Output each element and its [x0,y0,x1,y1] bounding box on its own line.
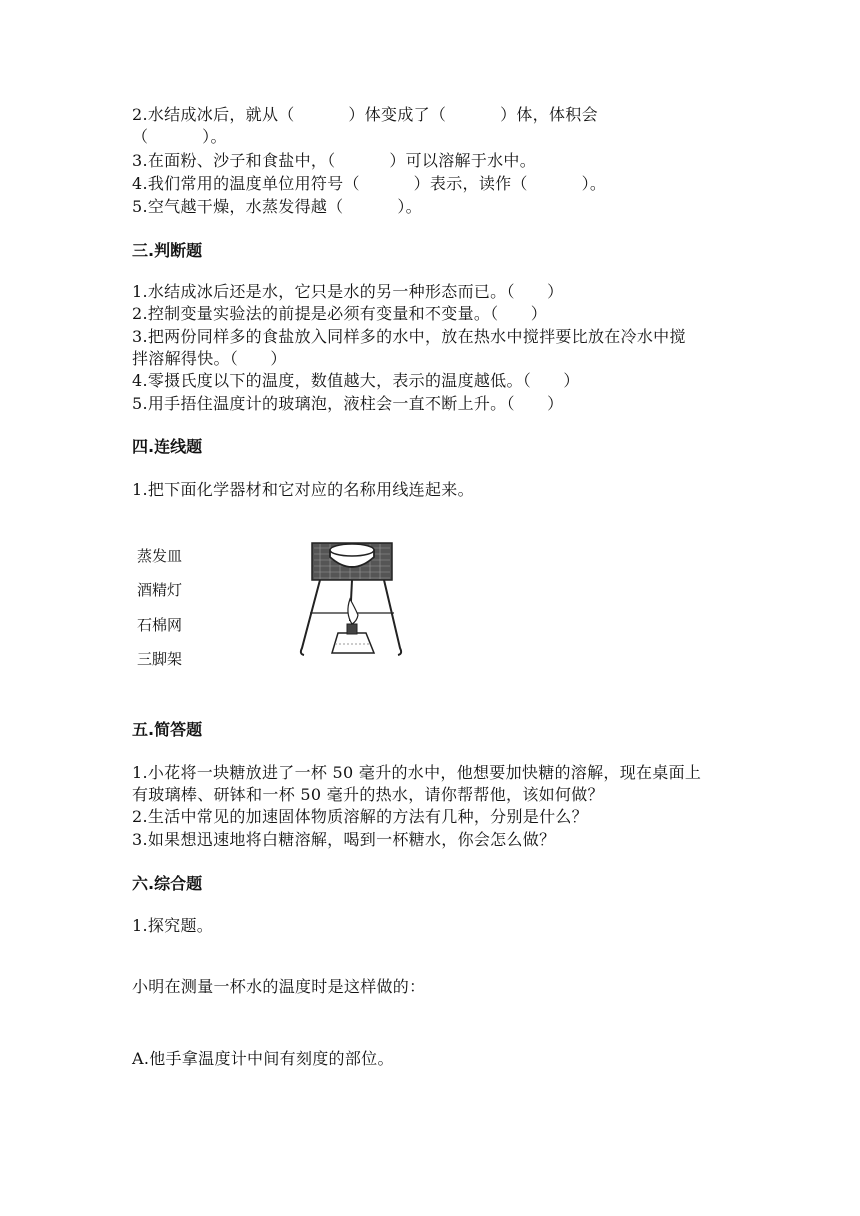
lab-apparatus-figure [290,533,415,665]
label-asbestos-gauze: 石棉网 [137,616,183,634]
judge-item-5: 5.用手捂住温度计的玻璃泡，液柱会一直不断上升。（ ） [132,394,564,413]
fill-item-3: 3.在面粉、沙子和食盐中，（ ）可以溶解于水中。 [132,151,537,170]
label-alcohol-lamp: 酒精灯 [137,581,183,599]
short-item-3: 3.如果想迅速地将白糖溶解，喝到一杯糖水，你会怎么做？ [132,830,556,849]
comprehensive-item-1: 1.探究题。 [132,916,214,935]
short-item-1: 1.小花将一块糖放进了一杯 50 毫升的水中，他想要加快糖的溶解，现在桌面上 [132,763,702,782]
section-title-comprehensive: 六.综合题 [132,874,203,893]
section-title-short-answer: 五.简答题 [132,720,203,739]
comprehensive-step-a: A.他手拿温度计中间有刻度的部位。 [132,1049,394,1068]
section-title-judgement: 三.判断题 [132,241,203,260]
judge-item-4: 4.零摄氏度以下的温度，数值越大，表示的温度越低。（ ） [132,371,580,390]
matching-item-1: 1.把下面化学器材和它对应的名称用线连起来。 [132,480,474,499]
label-tripod: 三脚架 [137,650,183,668]
section-title-matching: 四.连线题 [132,437,203,456]
fill-item-4: 4.我们常用的温度单位用符号（ ）表示，读作（ ）。 [132,174,607,193]
fill-item-2: 2.水结成冰后，就从（ ）体变成了（ ）体，体积会 [132,105,598,124]
comprehensive-scenario: 小明在测量一杯水的温度时是这样做的： [132,977,426,996]
judge-item-2: 2.控制变量实验法的前提是必须有变量和不变量。（ ） [132,304,548,323]
judge-item-3: 3.把两份同样多的食盐放入同样多的水中，放在热水中搅拌要比放在冷水中搅 [132,327,686,346]
fill-item-2-cont: （ ）。 [132,127,227,146]
short-item-2: 2.生活中常见的加速固体物质溶解的方法有几种，分别是什么？ [132,807,588,826]
fill-item-5: 5.空气越干燥，水蒸发得越（ ）。 [132,197,422,216]
short-item-1-cont: 有玻璃棒、研钵和一杯 50 毫升的热水，请你帮帮他，该如何做？ [132,785,604,804]
judge-item-1: 1.水结成冰后还是水，它只是水的另一种形态而已。（ ） [132,282,564,301]
judge-item-3-cont: 拌溶解得快。（ ） [132,349,287,368]
label-evaporating-dish: 蒸发皿 [137,547,183,565]
alcohol-lamp-icon [332,599,374,653]
